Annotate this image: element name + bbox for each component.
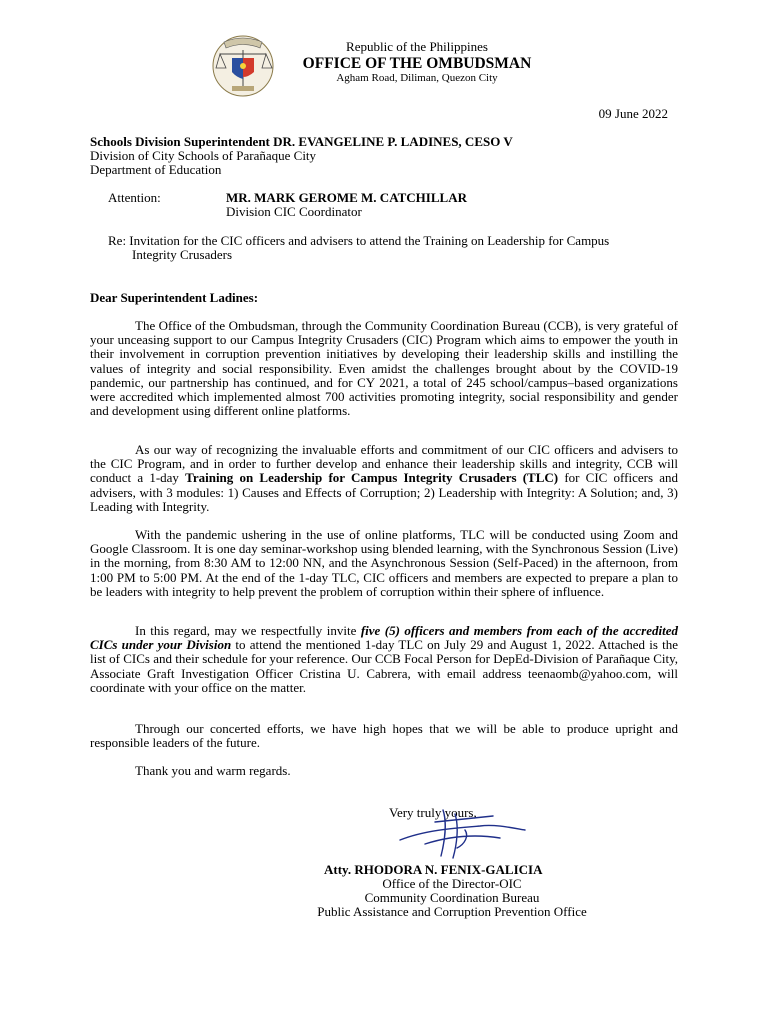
paragraph-6-text: Thank you and warm regards.: [135, 763, 291, 778]
signatory-title-1: Office of the Director-OIC: [382, 876, 522, 891]
subject-line-1: Re: Invitation for the CIC officers and advisers to attend the Training on Leadership for Campus: [108, 233, 610, 248]
paragraph-4-invite-emphasis: five (5) officers and members from each of the accredited CICs under your Division: [90, 623, 678, 653]
paragraph-3-text: With the pandemic ushering in the use of online platforms, TLC will be conducted using Zoom and Google Classroom. It is one day seminar-workshop using blended learning, with the Synchronous Session (Live) in the morning, from 8:30 AM to 12:00 NN, and the Asynchronous Session (Self-Paced) in the afternoon, from 1:00 PM to 5:00 PM. At the end of the 1-day TLC, CIC officers and members are expected to prepare a plan to be leaders with integrity to help prevent the problem of corruption within their sphere of influence.: [90, 527, 678, 599]
paragraph-2-text-b: for CIC officers and advisers, with 3 modules: 1) Causes and Effects of Corruption; 2) Leadership with Integrity: A Solution; and, 3) Leading with Integrity.: [90, 470, 678, 514]
attention-name: MR. MARK GEROME M. CATCHILLAR: [226, 190, 467, 205]
paragraph-1-text: The Office of the Ombudsman, through the Community Coordination Bureau (CCB), is very grateful of your unceasing support to our Campus Integrity Crusaders (CIC) Program which aims to empower the youth in their involvement in corruption prevention initiatives by developing their leadership skills and instilling the values of integrity and social responsibility. Even amidst the challenges brought about by the COVID-19 pandemic, our partnership has continued, and for CY 2021, a total of 245 school/campus–based organizations were accredited which implemented almost 700 activities promoting integrity, social responsibility and gender and development using different online platforms.: [90, 318, 678, 419]
paragraph-4-text-a: In this regard, may we respectfully invite: [135, 623, 361, 638]
complimentary-close: Very truly yours,: [389, 805, 477, 820]
recipient-division: Division of City Schools of Parañaque City: [90, 148, 317, 163]
paragraph-3: [90, 528, 678, 599]
header-office-title: OFFICE OF THE OMBUDSMAN: [302, 55, 532, 72]
signatory-title-2: Community Coordination Bureau: [364, 890, 540, 905]
recipient-name: Schools Division Superintendent DR. EVANGELINE P. LADINES, CESO V: [90, 134, 513, 149]
paragraph-2-training-title: Training on Leadership for Campus Integrity Crusaders (TLC): [185, 470, 559, 486]
paragraph-5-text: Through our concerted efforts, we have high hopes that we will be able to produce upright and responsible leaders of the future.: [90, 721, 678, 751]
signatory-title-3: Public Assistance and Corruption Prevention Office: [317, 904, 587, 919]
attention-title: Division CIC Coordinator: [226, 204, 362, 219]
paragraph-2: [90, 443, 678, 514]
header-republic: Republic of the Philippines: [346, 39, 488, 54]
paragraph-4: [90, 624, 678, 695]
recipient-department: Department of Education: [90, 162, 222, 177]
paragraph-2-text-a: As our way of recognizing the invaluable efforts and commitment of our CIC officers and advisers to the CIC Program, and in order to further develop and enhance their leadership skills and integrity, CCB will conduct a 1-day: [90, 442, 678, 486]
paragraph-4-text-b: to attend the mentioned 1-day TLC on July 29 and August 1, 2022. Attached is the list of CICs and their schedule for your reference. Our CCB Focal Person for DepEd-Division of Parañaque City, Associate Graft Investigation Officer Cristina U. Cabrera, with email address teenaomb@yahoo.com, will coordinate with your office on the matter.: [90, 637, 679, 695]
letter-date: 09 June 2022: [598, 106, 668, 121]
paragraph-1: [90, 319, 678, 418]
signatory-name: Atty. RHODORA N. FENIX-GALICIA: [324, 862, 543, 877]
signature: [395, 800, 530, 860]
paragraph-6: [90, 764, 678, 778]
attention-label: Attention:: [108, 190, 161, 205]
salutation: Dear Superintendent Ladines:: [90, 290, 259, 305]
paragraph-5: [90, 722, 678, 750]
header-address: Agham Road, Diliman, Quezon City: [336, 72, 498, 84]
subject-line-2: Integrity Crusaders: [132, 247, 233, 262]
